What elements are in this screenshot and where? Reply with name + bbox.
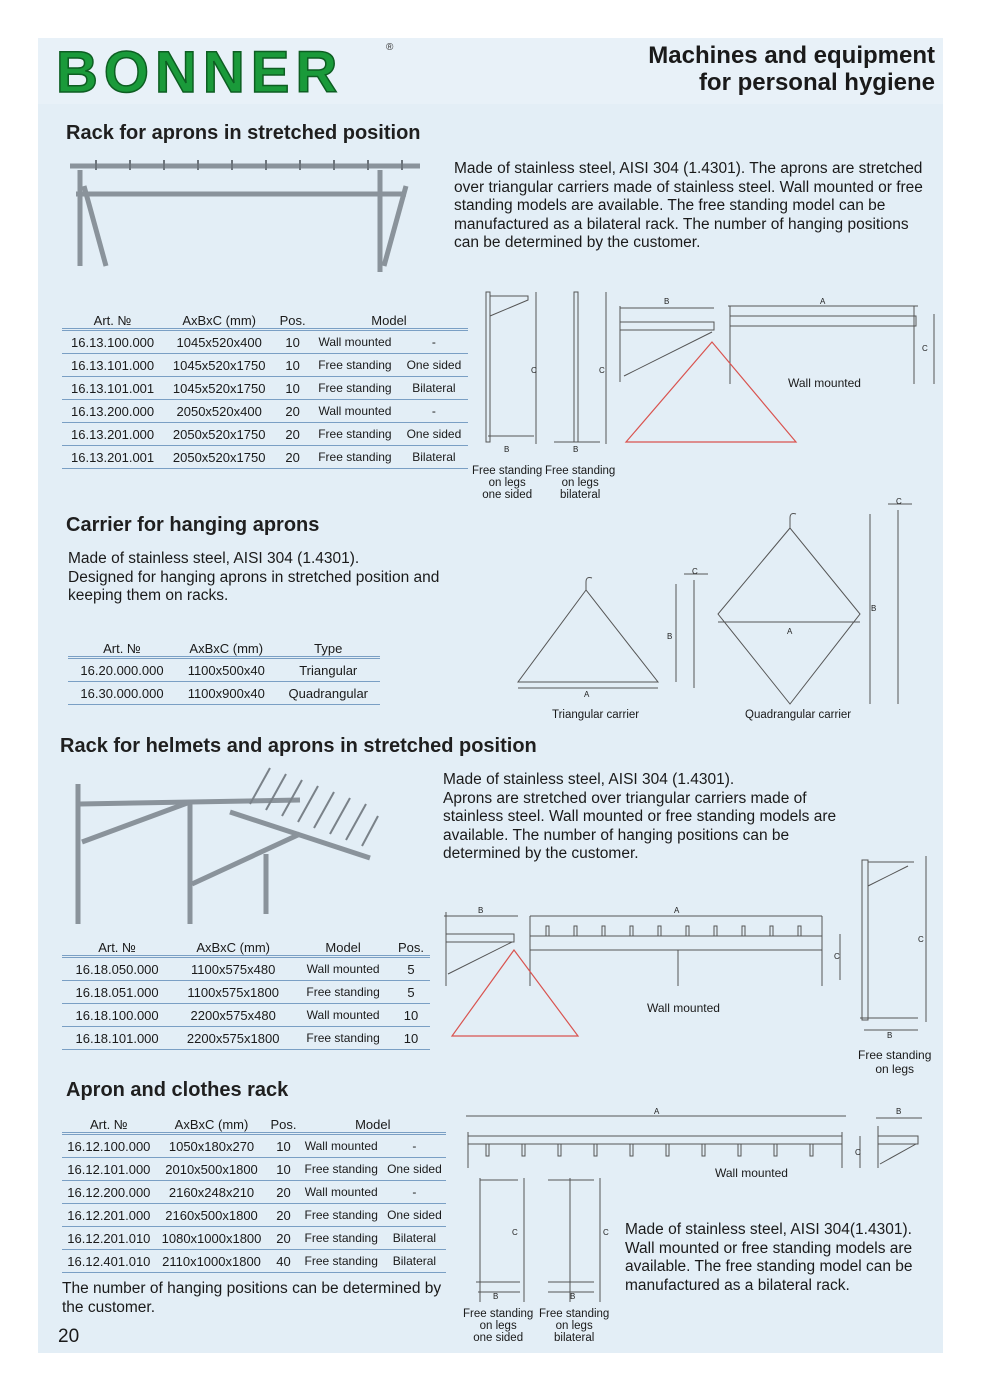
cell-variant: One sided [383, 1158, 446, 1181]
cell-pos: 10 [392, 1004, 430, 1027]
cell-type: Triangular [277, 658, 381, 682]
rack-aprons-photo [66, 156, 426, 276]
dim-c: C [855, 1148, 861, 1157]
dim-b: B [667, 632, 673, 641]
cell-variant: One sided [383, 1204, 446, 1227]
cell-dims: 1100x900x40 [176, 682, 277, 705]
cell-pos: 20 [275, 400, 310, 423]
table-row [62, 1158, 446, 1181]
carrier-outline [626, 342, 796, 442]
dim-a: A [584, 690, 590, 699]
cell-variant: One sided [400, 423, 468, 446]
rack-aprons-description: Made of stainless steel, AISI 304 (1.4301). The aprons are stretched over triangular carriers made of stainless steel. Wall mounted or free standing models are available. The free standing model can be manufactured as a bilateral rack. The number of hanging positions can be determined by the customer. [454, 160, 923, 251]
cell-model: Free standing [300, 1227, 383, 1250]
cell-model: Wall mounted [310, 330, 400, 354]
table-row [62, 1134, 446, 1158]
cell-dims: 2050x520x400 [163, 400, 275, 423]
col-art: Art. № [68, 634, 176, 658]
cell-pos: 10 [275, 330, 310, 354]
dim-b: B [896, 1107, 902, 1116]
dim-c: C [834, 952, 840, 961]
section-title-rack-aprons: Rack for aprons in stretched position [66, 122, 421, 144]
cell-dims: 2010x500x1800 [156, 1158, 268, 1181]
cell-model: Wall mounted [294, 957, 392, 981]
dim-c: C [531, 366, 537, 375]
page-number: 20 [58, 1326, 80, 1347]
cell-dims: 2160x500x1800 [156, 1204, 268, 1227]
caption-quadrangular: Quadrangular carrier [745, 709, 852, 721]
clothes-rack-note: The number of hanging positions can be determined by the customer. [62, 1280, 442, 1316]
caption-free-standing: Free standing on legs [858, 1048, 932, 1076]
rack-aprons-table [62, 306, 468, 469]
cell-pos: 10 [275, 354, 310, 377]
cell-art: 16.13.101.001 [62, 377, 163, 400]
cell-variant: One sided [400, 354, 468, 377]
carrier-drawings [508, 494, 928, 708]
caption-one-sided: Free standing on legs one sided [463, 1308, 534, 1344]
cell-art: 16.18.101.000 [62, 1027, 172, 1050]
cell-model: Free standing [310, 423, 400, 446]
rack-aprons-drawings [478, 286, 940, 456]
table-row [62, 330, 468, 354]
table-row [62, 400, 468, 423]
cell-model: Wall mounted [294, 1004, 392, 1027]
cell-pos: 10 [392, 1027, 430, 1050]
cell-dims: 1100x500x40 [176, 658, 277, 682]
logo-text: BONNER [56, 40, 344, 105]
cell-dims: 1045x520x1750 [163, 377, 275, 400]
cell-pos: 20 [275, 423, 310, 446]
cell-model: Free standing [300, 1250, 383, 1273]
cell-pos: 10 [275, 377, 310, 400]
section-title-carrier: Carrier for hanging aprons [66, 514, 320, 536]
dim-c: C [603, 1228, 609, 1237]
cell-dims: 2110x1000x1800 [156, 1250, 268, 1273]
cell-variant: Bilateral [400, 377, 468, 400]
cell-art: 16.13.101.000 [62, 354, 163, 377]
cell-art: 16.12.401.010 [62, 1250, 156, 1273]
cell-model: Wall mounted [300, 1181, 383, 1204]
cell-art: 16.20.000.000 [68, 658, 176, 682]
cell-art: 16.12.101.000 [62, 1158, 156, 1181]
table-row [62, 1181, 446, 1204]
cell-variant: Bilateral [400, 446, 468, 469]
cell-dims: 2050x520x1750 [163, 446, 275, 469]
cell-pos: 10 [267, 1158, 299, 1181]
cell-model: Free standing [310, 446, 400, 469]
cell-type: Quadrangular [277, 682, 381, 705]
table-row [62, 377, 468, 400]
col-model: Model [300, 1110, 446, 1134]
dim-b: B [504, 445, 510, 454]
col-art: Art. № [62, 306, 163, 330]
table-row [62, 1227, 446, 1250]
cell-dims: 1100x575x1800 [172, 981, 294, 1004]
dim-a: A [787, 627, 793, 636]
catalog-title [648, 42, 935, 96]
dim-b: B [570, 1292, 576, 1301]
cell-pos: 20 [275, 446, 310, 469]
cell-model: Wall mounted [310, 400, 400, 423]
helmet-rack-table [62, 933, 430, 1050]
cell-dims: 1080x1000x1800 [156, 1227, 268, 1250]
dim-b: B [478, 906, 484, 915]
cell-art: 16.12.100.000 [62, 1134, 156, 1158]
table-row [68, 682, 380, 705]
cell-dims: 1050x180x270 [156, 1134, 268, 1158]
col-model: Model [310, 306, 468, 330]
cell-pos: 20 [267, 1181, 299, 1204]
cell-model: Free standing [300, 1204, 383, 1227]
registered-mark: ® [386, 42, 394, 53]
dim-c: C [918, 935, 924, 944]
caption-wall-mounted: Wall mounted [788, 376, 861, 390]
col-type: Type [277, 634, 381, 658]
table-row [62, 1250, 446, 1273]
cell-dims: 2200x575x480 [172, 1004, 294, 1027]
cell-model: Free standing [310, 354, 400, 377]
dim-b: B [493, 1292, 499, 1301]
cell-art: 16.12.201.010 [62, 1227, 156, 1250]
cell-art: 16.12.200.000 [62, 1181, 156, 1204]
col-pos: Pos. [275, 306, 310, 330]
cell-variant: - [400, 330, 468, 354]
col-model: Model [294, 933, 392, 957]
cell-pos: 40 [267, 1250, 299, 1273]
helmet-rack-description: Made of stainless steel, AISI 304 (1.4301). Aprons are stretched over triangular carriers made of stainless steel. Wall mounted or free standing models are available. The number of hanging positions can be determined by the customer. [443, 771, 837, 862]
cell-dims: 2160x248x210 [156, 1181, 268, 1204]
col-dims: AxBxC (mm) [172, 933, 294, 957]
table-row [62, 446, 468, 469]
cell-model: Free standing [294, 1027, 392, 1050]
col-pos: Pos. [267, 1110, 299, 1134]
table-row [62, 981, 430, 1004]
carrier-table [68, 634, 380, 705]
col-art: Art. № [62, 933, 172, 957]
col-dims: AxBxC (mm) [163, 306, 275, 330]
cell-art: 16.18.100.000 [62, 1004, 172, 1027]
cell-art: 16.13.200.000 [62, 400, 163, 423]
dim-a: A [674, 906, 680, 915]
clothes-rack-description: Made of stainless steel, AISI 304(1.4301). Wall mounted or free standing models are available. The free standing model can be manufactured as a bilateral rack. [625, 1221, 913, 1294]
cell-art: 16.13.100.000 [62, 330, 163, 354]
cell-art: 16.18.051.000 [62, 981, 172, 1004]
dim-a: A [654, 1107, 660, 1116]
cell-dims: 1045x520x400 [163, 330, 275, 354]
cell-art: 16.12.201.000 [62, 1204, 156, 1227]
cell-art: 16.30.000.000 [68, 682, 176, 705]
dim-b: B [573, 445, 579, 454]
cell-dims: 1100x575x480 [172, 957, 294, 981]
caption-triangular: Triangular carrier [552, 709, 640, 721]
col-dims: AxBxC (mm) [156, 1110, 268, 1134]
caption-wall-mounted: Wall mounted [715, 1166, 788, 1180]
cell-pos: 5 [392, 957, 430, 981]
dim-b: B [887, 1031, 893, 1040]
caption-bilateral: Free standing on legs bilateral [545, 465, 616, 501]
dim-c: C [599, 366, 605, 375]
clothes-rack-table [62, 1110, 446, 1273]
section-title-clothes-rack: Apron and clothes rack [66, 1079, 289, 1101]
table-row [62, 957, 430, 981]
table-row [68, 658, 380, 682]
cell-model: Free standing [300, 1158, 383, 1181]
cell-dims: 2200x575x1800 [172, 1027, 294, 1050]
table-row [62, 1004, 430, 1027]
caption-one-sided: Free standing on legs one sided [472, 465, 543, 501]
dim-c: C [922, 344, 928, 353]
caption-bilateral: Free standing on legs bilateral [539, 1308, 610, 1344]
cell-pos: 5 [392, 981, 430, 1004]
catalog-title-line1: Machines and equipment [648, 42, 935, 69]
col-dims: AxBxC (mm) [176, 634, 277, 658]
cell-variant: - [383, 1134, 446, 1158]
cell-model: Free standing [294, 981, 392, 1004]
cell-model: Wall mounted [300, 1134, 383, 1158]
cell-variant: Bilateral [383, 1227, 446, 1250]
section-title-helmet-rack: Rack for helmets and aprons in stretched position [60, 735, 537, 757]
cell-dims: 1045x520x1750 [163, 354, 275, 377]
dim-a: A [820, 297, 826, 306]
table-row [62, 423, 468, 446]
cell-model: Free standing [310, 377, 400, 400]
cell-variant: Bilateral [383, 1250, 446, 1273]
cell-art: 16.18.050.000 [62, 957, 172, 981]
cell-variant: - [383, 1181, 446, 1204]
dim-c: C [692, 567, 698, 576]
helmet-rack-photo [70, 764, 382, 928]
cell-dims: 2050x520x1750 [163, 423, 275, 446]
dim-b: B [664, 297, 670, 306]
bonner-logo [56, 40, 396, 105]
cell-variant: - [400, 400, 468, 423]
caption-wall-mounted: Wall mounted [647, 1001, 720, 1015]
catalog-title-line2: for personal hygiene [698, 69, 935, 96]
col-art: Art. № [62, 1110, 156, 1134]
col-pos: Pos. [392, 933, 430, 957]
cell-pos: 20 [267, 1204, 299, 1227]
table-row [62, 1204, 446, 1227]
table-row [62, 354, 468, 377]
dim-c: C [896, 497, 902, 506]
cell-art: 16.13.201.001 [62, 446, 163, 469]
cell-pos: 10 [267, 1134, 299, 1158]
dim-b: B [871, 604, 877, 613]
cell-pos: 20 [267, 1227, 299, 1250]
carrier-description: Made of stainless steel, AISI 304 (1.4301). Designed for hanging aprons in stretched position and keeping them on racks. [68, 550, 440, 604]
cell-art: 16.13.201.000 [62, 423, 163, 446]
dim-c: C [512, 1228, 518, 1237]
table-row [62, 1027, 430, 1050]
